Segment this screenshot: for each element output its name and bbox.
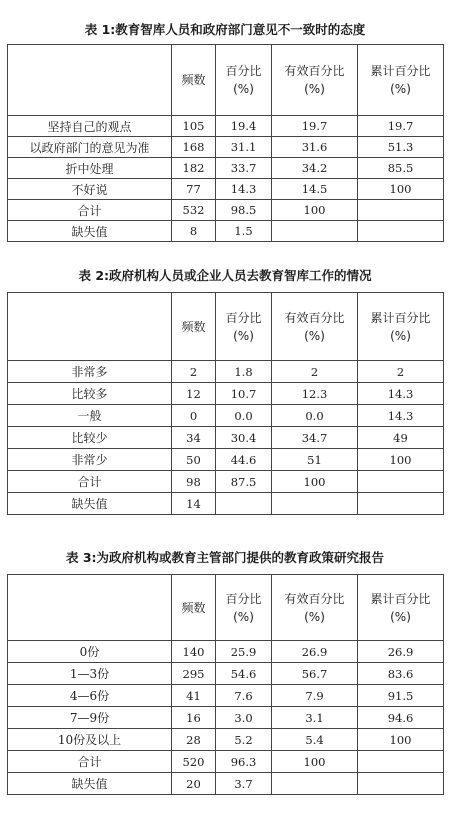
table-3 <box>7 574 444 795</box>
row-label: 10份及以上 <box>8 729 172 751</box>
header-category <box>8 575 172 641</box>
table-3-caption: 表 3:为政府机构或教育主管部门提供的教育政策研究报告 <box>65 550 385 565</box>
row-label: 坚持自己的观点 <box>8 116 172 137</box>
row-label: 合计 <box>8 751 172 773</box>
valid-percent-cell: 5.4 <box>272 729 358 751</box>
percent-cell: 87.5 <box>216 471 272 493</box>
valid-percent-cell: 31.6 <box>272 137 358 158</box>
percent-cell: 33.7 <box>216 158 272 179</box>
frequency-cell: 50 <box>172 449 216 471</box>
table-row <box>8 221 444 242</box>
cumulative-percent-cell <box>358 471 444 493</box>
row-label: 7—9份 <box>8 707 172 729</box>
valid-percent-cell: 3.1 <box>272 707 358 729</box>
header-valid-percent-l1: 有效百分比 <box>284 64 345 78</box>
frequency-cell: 295 <box>172 663 216 685</box>
header-percent-l2: (%) <box>233 82 254 96</box>
cumulative-percent-cell: 26.9 <box>358 641 444 663</box>
table-row <box>8 663 444 685</box>
header-percent-l1: 百分比 <box>225 310 262 325</box>
frequency-cell: 532 <box>172 200 216 221</box>
header-percent-l1: 百分比 <box>225 64 262 78</box>
valid-percent-cell <box>272 493 358 515</box>
row-label: 缺失值 <box>8 221 172 242</box>
frequency-cell: 168 <box>172 137 216 158</box>
percent-cell: 14.3 <box>216 179 272 200</box>
cumulative-percent-cell: 19.7 <box>358 116 444 137</box>
cumulative-percent-cell: 100 <box>358 729 444 751</box>
header-valid-percent <box>272 293 358 361</box>
table-row <box>8 449 444 471</box>
cumulative-percent-cell: 100 <box>358 179 444 200</box>
cumulative-percent-cell <box>358 493 444 515</box>
header-cumulative-percent <box>358 293 444 361</box>
percent-cell: 5.2 <box>216 729 272 751</box>
frequency-cell: 12 <box>172 383 216 405</box>
table-row <box>8 179 444 200</box>
percent-cell: 7.6 <box>216 685 272 707</box>
valid-percent-cell: 14.5 <box>272 179 358 200</box>
percent-cell: 25.9 <box>216 641 272 663</box>
valid-percent-cell <box>272 221 358 242</box>
header-category <box>8 293 172 361</box>
frequency-cell: 77 <box>172 179 216 200</box>
percent-cell: 1.8 <box>216 361 272 383</box>
header-cumulative-percent <box>358 45 444 116</box>
header-frequency: 频数 <box>172 45 216 116</box>
cumulative-percent-cell: 85.5 <box>358 158 444 179</box>
header-frequency: 频数 <box>172 293 216 361</box>
valid-percent-cell: 51 <box>272 449 358 471</box>
header-valid-percent-l1: 有效百分比 <box>284 591 345 606</box>
table-row <box>8 137 444 158</box>
row-label: 以政府部门的意见为准 <box>8 137 172 158</box>
frequency-cell: 16 <box>172 707 216 729</box>
cumulative-percent-cell: 14.3 <box>358 405 444 427</box>
table-1-caption: 表 1:教育智库人员和政府部门意见不一致时的态度 <box>84 22 366 37</box>
valid-percent-cell <box>272 773 358 795</box>
row-label: 折中处理 <box>8 158 172 179</box>
percent-cell: 44.6 <box>216 449 272 471</box>
percent-cell: 3.7 <box>216 773 272 795</box>
frequency-cell: 28 <box>172 729 216 751</box>
cumulative-percent-cell: 91.5 <box>358 685 444 707</box>
valid-percent-cell: 19.7 <box>272 116 358 137</box>
row-label: 一般 <box>8 405 172 427</box>
header-cumulative-percent-l1: 累计百分比 <box>370 591 431 606</box>
header-cumulative-percent-l2: (%) <box>390 609 411 624</box>
row-label: 合计 <box>8 200 172 221</box>
cumulative-percent-cell: 51.3 <box>358 137 444 158</box>
row-label: 合计 <box>8 471 172 493</box>
cumulative-percent-cell: 49 <box>358 427 444 449</box>
cumulative-percent-cell: 94.6 <box>358 707 444 729</box>
table-row <box>8 685 444 707</box>
frequency-cell: 8 <box>172 221 216 242</box>
valid-percent-cell: 100 <box>272 471 358 493</box>
valid-percent-cell: 7.9 <box>272 685 358 707</box>
valid-percent-cell: 26.9 <box>272 641 358 663</box>
valid-percent-cell: 56.7 <box>272 663 358 685</box>
header-percent-l2: (%) <box>233 328 254 343</box>
frequency-cell: 520 <box>172 751 216 773</box>
row-label: 1—3份 <box>8 663 172 685</box>
frequency-cell: 182 <box>172 158 216 179</box>
valid-percent-cell: 34.2 <box>272 158 358 179</box>
percent-cell: 1.5 <box>216 221 272 242</box>
percent-cell <box>216 493 272 515</box>
percent-cell: 19.4 <box>216 116 272 137</box>
table-row <box>8 405 444 427</box>
table-row <box>8 200 444 221</box>
header-valid-percent-l2: (%) <box>304 82 325 96</box>
percent-cell: 31.1 <box>216 137 272 158</box>
percent-cell: 98.5 <box>216 200 272 221</box>
header-percent <box>216 575 272 641</box>
header-category <box>8 45 172 116</box>
table-header-row <box>8 575 444 641</box>
frequency-cell: 14 <box>172 493 216 515</box>
table-row <box>8 427 444 449</box>
table-2 <box>7 292 444 515</box>
row-label: 非常少 <box>8 449 172 471</box>
row-label: 缺失值 <box>8 493 172 515</box>
table-row <box>8 641 444 663</box>
table-row <box>8 729 444 751</box>
cumulative-percent-cell <box>358 221 444 242</box>
header-valid-percent-l2: (%) <box>304 328 325 343</box>
header-cumulative-percent-l2: (%) <box>390 328 411 343</box>
frequency-cell: 105 <box>172 116 216 137</box>
table-row <box>8 116 444 137</box>
valid-percent-cell: 0.0 <box>272 405 358 427</box>
frequency-cell: 0 <box>172 405 216 427</box>
table-header-row <box>8 45 444 116</box>
row-label: 0份 <box>8 641 172 663</box>
table-row <box>8 471 444 493</box>
valid-percent-cell: 34.7 <box>272 427 358 449</box>
frequency-cell: 98 <box>172 471 216 493</box>
header-cumulative-percent-l2: (%) <box>390 82 411 96</box>
valid-percent-cell: 12.3 <box>272 383 358 405</box>
header-valid-percent-l2: (%) <box>304 609 325 624</box>
cumulative-percent-cell: 100 <box>358 449 444 471</box>
row-label: 比较少 <box>8 427 172 449</box>
frequency-cell: 41 <box>172 685 216 707</box>
header-valid-percent-l1: 有效百分比 <box>284 310 345 325</box>
valid-percent-cell: 2 <box>272 361 358 383</box>
valid-percent-cell: 100 <box>272 751 358 773</box>
cumulative-percent-cell <box>358 200 444 221</box>
table-row <box>8 361 444 383</box>
percent-cell: 30.4 <box>216 427 272 449</box>
table-row <box>8 707 444 729</box>
table-header-row <box>8 293 444 361</box>
header-percent-l2: (%) <box>233 609 254 624</box>
table-1 <box>7 44 444 242</box>
row-label: 非常多 <box>8 361 172 383</box>
cumulative-percent-cell: 2 <box>358 361 444 383</box>
percent-cell: 10.7 <box>216 383 272 405</box>
table-row <box>8 751 444 773</box>
row-label: 4—6份 <box>8 685 172 707</box>
table-row <box>8 158 444 179</box>
header-valid-percent <box>272 575 358 641</box>
header-cumulative-percent-l1: 累计百分比 <box>370 64 431 78</box>
header-valid-percent <box>272 45 358 116</box>
header-percent <box>216 45 272 116</box>
header-cumulative-percent-l1: 累计百分比 <box>370 310 431 325</box>
valid-percent-cell: 100 <box>272 200 358 221</box>
cumulative-percent-cell <box>358 751 444 773</box>
percent-cell: 54.6 <box>216 663 272 685</box>
header-percent <box>216 293 272 361</box>
table-row <box>8 493 444 515</box>
percent-cell: 0.0 <box>216 405 272 427</box>
row-label: 比较多 <box>8 383 172 405</box>
frequency-cell: 140 <box>172 641 216 663</box>
header-cumulative-percent <box>358 575 444 641</box>
table-row <box>8 773 444 795</box>
percent-cell: 3.0 <box>216 707 272 729</box>
header-frequency: 频数 <box>172 575 216 641</box>
frequency-cell: 34 <box>172 427 216 449</box>
table-row <box>8 383 444 405</box>
percent-cell: 96.3 <box>216 751 272 773</box>
table-2-caption: 表 2:政府机构人员或企业人员去教育智库工作的情况 <box>78 268 372 283</box>
frequency-cell: 2 <box>172 361 216 383</box>
header-percent-l1: 百分比 <box>225 591 262 606</box>
row-label: 不好说 <box>8 179 172 200</box>
cumulative-percent-cell: 83.6 <box>358 663 444 685</box>
row-label: 缺失值 <box>8 773 172 795</box>
cumulative-percent-cell: 14.3 <box>358 383 444 405</box>
cumulative-percent-cell <box>358 773 444 795</box>
frequency-cell: 20 <box>172 773 216 795</box>
